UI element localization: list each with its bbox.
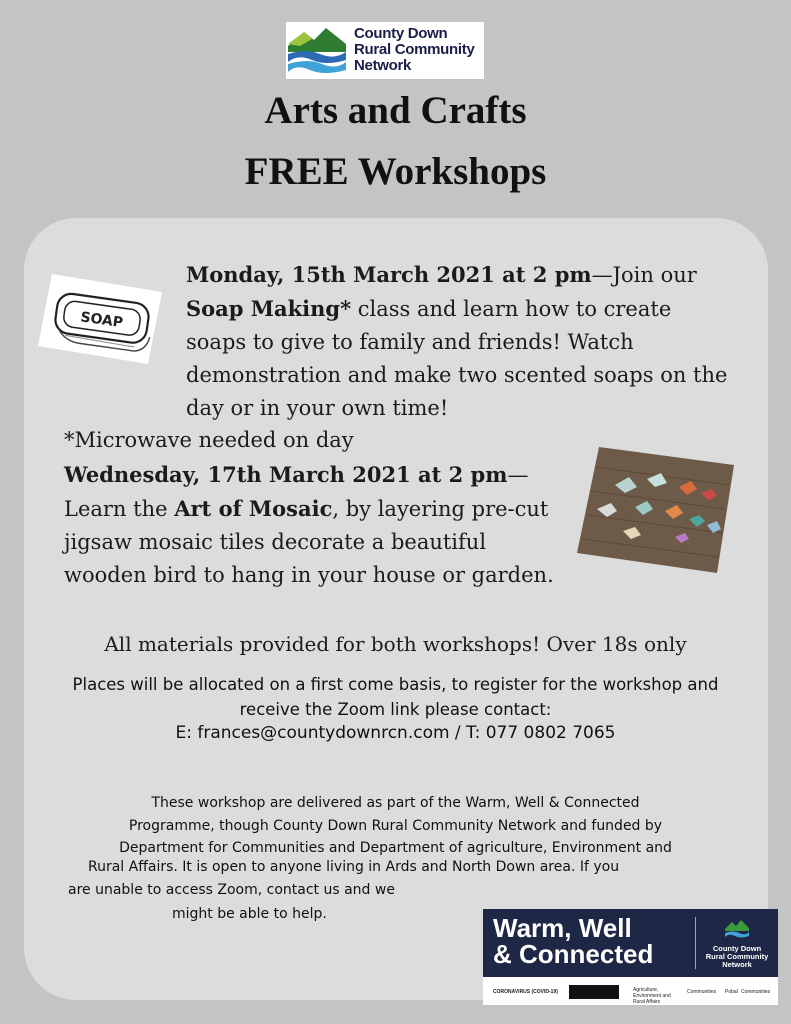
- badge-title-line-2: & Connected: [493, 939, 654, 969]
- contact-details: E: frances@countydownrcn.com / T: 077 0802 7065: [175, 723, 616, 743]
- footer-line-5: are unable to access Zoom, contact us and we: [68, 882, 395, 898]
- badge-title-line-1: Warm, Well: [493, 913, 632, 943]
- strip-daera: Agriculture, Environment and Rural Affairs: [633, 987, 671, 1005]
- title-line-2: FREE Workshops: [244, 150, 547, 193]
- cdrcn-logo: [286, 22, 484, 79]
- warm-well-connected-badge: [483, 909, 778, 1005]
- badge-logo-line-2: Rural Community: [705, 952, 769, 961]
- badge-divider: [695, 917, 696, 969]
- mosaic-birds-photo: [577, 447, 734, 573]
- mosaic-description: , by layering pre-cut jigsaw mosaic tiles decorate a beautiful wooden bird to hang in your house or garden.: [64, 497, 554, 587]
- soap-workshop-text: [186, 258, 736, 425]
- logo-line-1: County Down: [354, 25, 448, 42]
- footer-line-1: These workshop are delivered as part of the Warm, Well & Connected: [151, 795, 640, 811]
- strip-pobal: Pobal: [725, 989, 738, 995]
- badge-logo: [705, 919, 769, 969]
- mosaic-dash: —Learn the: [64, 463, 529, 521]
- footer-line-3: Department for Communities and Department of agriculture, Environment and: [119, 840, 672, 856]
- strip-communities-2: Communities: [741, 989, 771, 995]
- mosaic-date: Wednesday, 17th March 2021 at 2 pm: [64, 462, 508, 487]
- badge-logo-line-1: County Down: [712, 944, 762, 953]
- soap-dash: —Join our: [591, 263, 697, 287]
- soap-class-name: Soap Making*: [186, 296, 352, 321]
- title-line-1: Arts and Crafts: [264, 89, 527, 132]
- footer-line-4: Rural Affairs. It is open to anyone living in Ards and North Down area. If you: [88, 859, 620, 875]
- badge-logo-line-3: Network: [722, 960, 752, 969]
- badge-sponsor-strip: [483, 979, 778, 1005]
- logo-line-3: Network: [354, 57, 412, 74]
- strip-covid: CORONAVIRUS (COVID-19): [493, 989, 558, 995]
- mountains-logo-icon: [286, 24, 348, 76]
- soap-label: SOAP: [79, 309, 124, 332]
- strip-dark-logo: [569, 985, 619, 999]
- materials-note: All materials provided for both workshops! Over 18s only: [104, 632, 687, 656]
- mosaic-class-name: Art of Mosaic: [174, 496, 333, 521]
- microwave-note: *Microwave needed on day: [64, 428, 354, 452]
- badge-mountains-icon: [724, 919, 750, 941]
- soap-description: class and learn how to create soaps to give to family and friends! Watch demonstration and make two scented soaps on the day or in your own time!: [186, 297, 728, 420]
- footer-line-6: might be able to help.: [172, 906, 327, 922]
- mosaic-workshop-text: [64, 458, 564, 592]
- soap-date: Monday, 15th March 2021 at 2 pm: [186, 262, 592, 287]
- soap-icon: [38, 268, 163, 366]
- footer-line-2: Programme, though County Down Rural Community Network and funded by: [128, 817, 663, 834]
- strip-communities: Communities: [687, 989, 717, 995]
- footer-text: [60, 792, 731, 860]
- places-info: Places will be allocated on a first come basis, to register for the workshop and receive the Zoom link please contact:: [72, 675, 719, 719]
- logo-line-2: Rural Community: [354, 41, 475, 58]
